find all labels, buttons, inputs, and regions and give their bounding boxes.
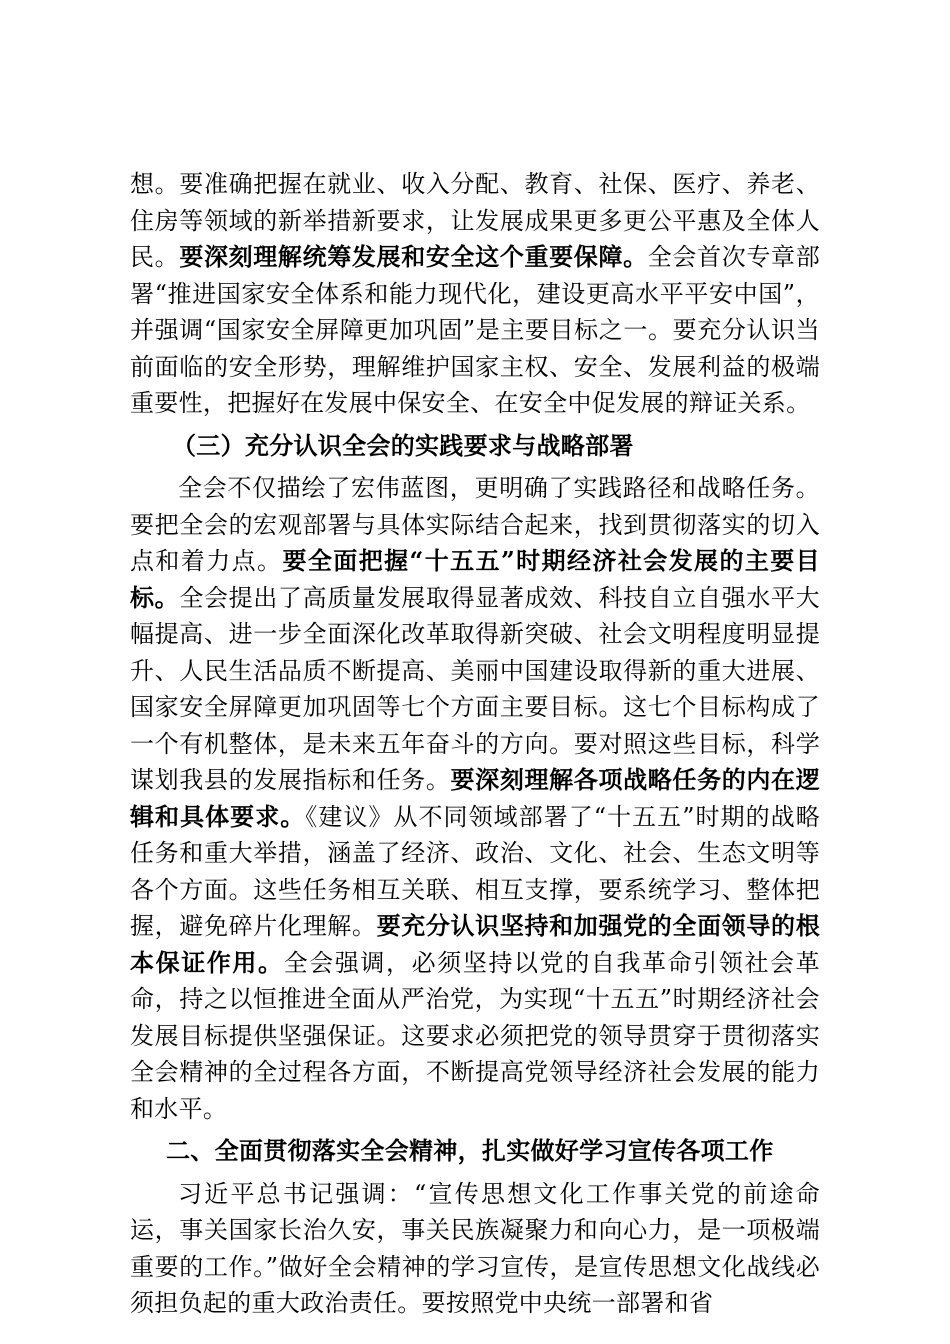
paragraph-1-bold-1: 要深刻理解统筹发展和安全这个重要保障。 [179, 242, 648, 271]
paragraph-1-text-2: 全会首次专章部署“推进国家安全体系和能力现代化，建设更高水平平安中国”，并强调“国家安全屏障更加巩固”是主要目标之一。要充分认识当前面临的安全形势，理解维护国家主权、安全、发展利益的极端重要性，把握好在发展中保安全、在安全中促发展的辩证关系。 [130, 243, 820, 417]
section-heading-2: 二、全面贯彻落实全会精神，扎实做好学习宣传各项工作 [166, 1136, 774, 1165]
section-heading-3: （三）充分认识全会的实践要求与战略部署 [172, 430, 634, 460]
paragraph-3-text-1: 习近平总书记强调：“宣传思想文化工作事关党的前途命运，事关国家长治久安，事关民族凝聚力和向心力，是一项极端重要的工作。”做好全会精神的学习宣传，是宣传思想文化战线必须担负起的重大政治责任。要按照党中央统一部署和省 [130, 1179, 820, 1317]
paragraph-2-text-4: 全会强调，必须坚持以党的自我革命引领社会革命，持之以恒推进全面从严治党，为实现“十五五”时期经济社会发展目标提供坚强保证。这要求必须把党的领导贯穿于贯彻落实全会精神的全过程各方面，不断提高党领导经济社会发展的能力和水平。 [130, 948, 820, 1123]
document-page [130, 166, 820, 1322]
paragraph-2-bold-3: 要充分认识坚持和加强党的全面领导的根本保证作用。 [130, 911, 821, 977]
paragraph-3 [130, 1176, 820, 1322]
paragraph-2-text-1: 全会不仅描绘了宏伟蓝图，更明确了实践路径和战略任务。要把全会的宏观部署与具体实际结合起来，找到贯彻落实的切入点和着力点。 [130, 474, 820, 575]
paragraph-1-text-1: 想。要准确把握在就业、收入分配、教育、社保、医疗、养老、住房等领域的新举措新要求，让发展成果更多更公平惠及全体人民。 [130, 170, 820, 271]
paragraph-1 [130, 166, 820, 422]
paragraph-2-bold-2: 要深刻理解各项战略任务的内在逻辑和具体要求。 [130, 765, 821, 831]
paragraph-2-text-3: 《建议》从不同领域部署了“十五五”时期的战略任务和重大举措，涵盖了经济、政治、文化、社会、生态文明等各个方面。这些任务相互关联、相互支撑，要系统学习、整体把握，避免碎片化理解。 [130, 802, 820, 940]
paragraph-2-text-2: 全会提出了高质量发展取得显著成效、科技自立自强水平大幅提高、进一步全面深化改革取得新突破、社会文明程度明显提升、人民生活品质不断提高、美丽中国建设取得新的重大进展、国家安全屏障更加巩固等七个方面主要目标。这七个目标构成了一个有机整体，是未来五年奋斗的方向。要对照这些目标，科学谋划我县的发展指标和任务。 [130, 583, 820, 794]
paragraph-2-bold-1: 要全面把握“十五五”时期经济社会发展的主要目标。 [130, 546, 820, 612]
paragraph-2 [130, 470, 820, 1127]
